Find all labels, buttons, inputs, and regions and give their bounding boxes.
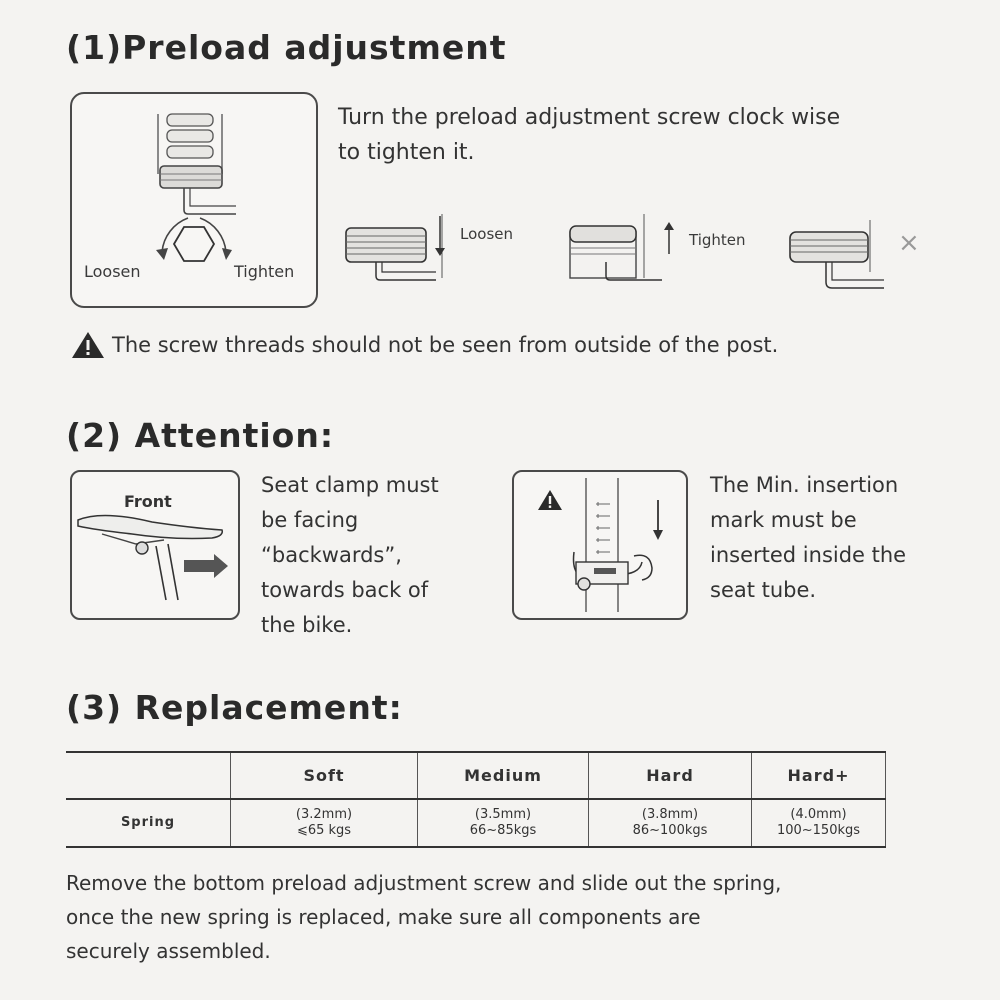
preload-instruction <box>338 100 840 170</box>
table-header-cell: Medium <box>418 752 589 799</box>
wrong-mark-icon: × <box>898 228 920 258</box>
clamp-instruction <box>261 468 439 643</box>
clamp-text-line: “backwards”, <box>261 543 402 567</box>
table-header-cell: Hard+ <box>752 752 886 799</box>
warning-text: The screw threads should not be seen from outside of the post. <box>112 333 779 357</box>
table-header-row <box>66 752 886 799</box>
insertion-text-line: seat tube. <box>710 578 817 602</box>
insertion-text-line: mark must be <box>710 508 857 532</box>
replacement-note-line2: once the new spring is replaced, make sure all components are <box>66 905 701 929</box>
step-loosen-label: Loosen <box>460 225 513 243</box>
insertion-instruction <box>710 468 906 608</box>
clamp-text-line: the bike. <box>261 613 353 637</box>
preload-steps-illustration <box>338 212 938 302</box>
table-header-cell <box>66 752 231 799</box>
insertion-mark-illustration <box>514 472 686 618</box>
clamp-text-line: be facing <box>261 508 359 532</box>
insertion-text-line: The Min. insertion <box>710 473 899 497</box>
insertion-diagram-box <box>512 470 688 620</box>
replacement-note-line3: securely assembled. <box>66 939 271 963</box>
replacement-note-line1: Remove the bottom preload adjustment screw and slide out the spring, <box>66 871 782 895</box>
section-title-preload: (1)Preload adjustment <box>66 28 507 67</box>
insertion-text-line: inserted inside the <box>710 543 907 567</box>
dial-tighten-label: Tighten <box>234 262 295 281</box>
step-wrong-screw <box>790 220 884 288</box>
dial-loosen-label: Loosen <box>84 262 141 281</box>
table-row <box>66 799 886 847</box>
saddle-diagram-box <box>70 470 240 620</box>
table-row-label: Spring <box>66 799 231 847</box>
table-cell: (4.0mm) 100~150kgs <box>752 799 886 847</box>
table-header-cell: Hard <box>589 752 752 799</box>
replacement-note <box>66 866 781 968</box>
table-cell: (3.5mm) 66~85kgs <box>418 799 589 847</box>
step-tighten-label: Tighten <box>689 231 746 249</box>
table-header-cell: Soft <box>231 752 418 799</box>
step-loosen-screw <box>346 214 445 280</box>
preload-warning <box>70 330 778 360</box>
table-cell: (3.8mm) 86~100kgs <box>589 799 752 847</box>
clamp-text-line: Seat clamp must <box>261 473 439 497</box>
table-cell: (3.2mm) ⩽65 kgs <box>231 799 418 847</box>
preload-diagram-box <box>70 92 318 308</box>
clamp-text-line: towards back of <box>261 578 429 602</box>
saddle-front-label: Front <box>124 492 172 511</box>
section-title-attention: (2) Attention: <box>66 416 335 455</box>
preload-instruction-line1: Turn the preload adjustment screw clock wise <box>338 105 841 130</box>
preload-instruction-line2: to tighten it. <box>338 140 475 165</box>
step-tighten-screw <box>570 214 674 280</box>
section-title-replacement: (3) Replacement: <box>66 688 403 727</box>
warning-icon <box>70 330 106 360</box>
spring-spec-table <box>66 751 886 848</box>
